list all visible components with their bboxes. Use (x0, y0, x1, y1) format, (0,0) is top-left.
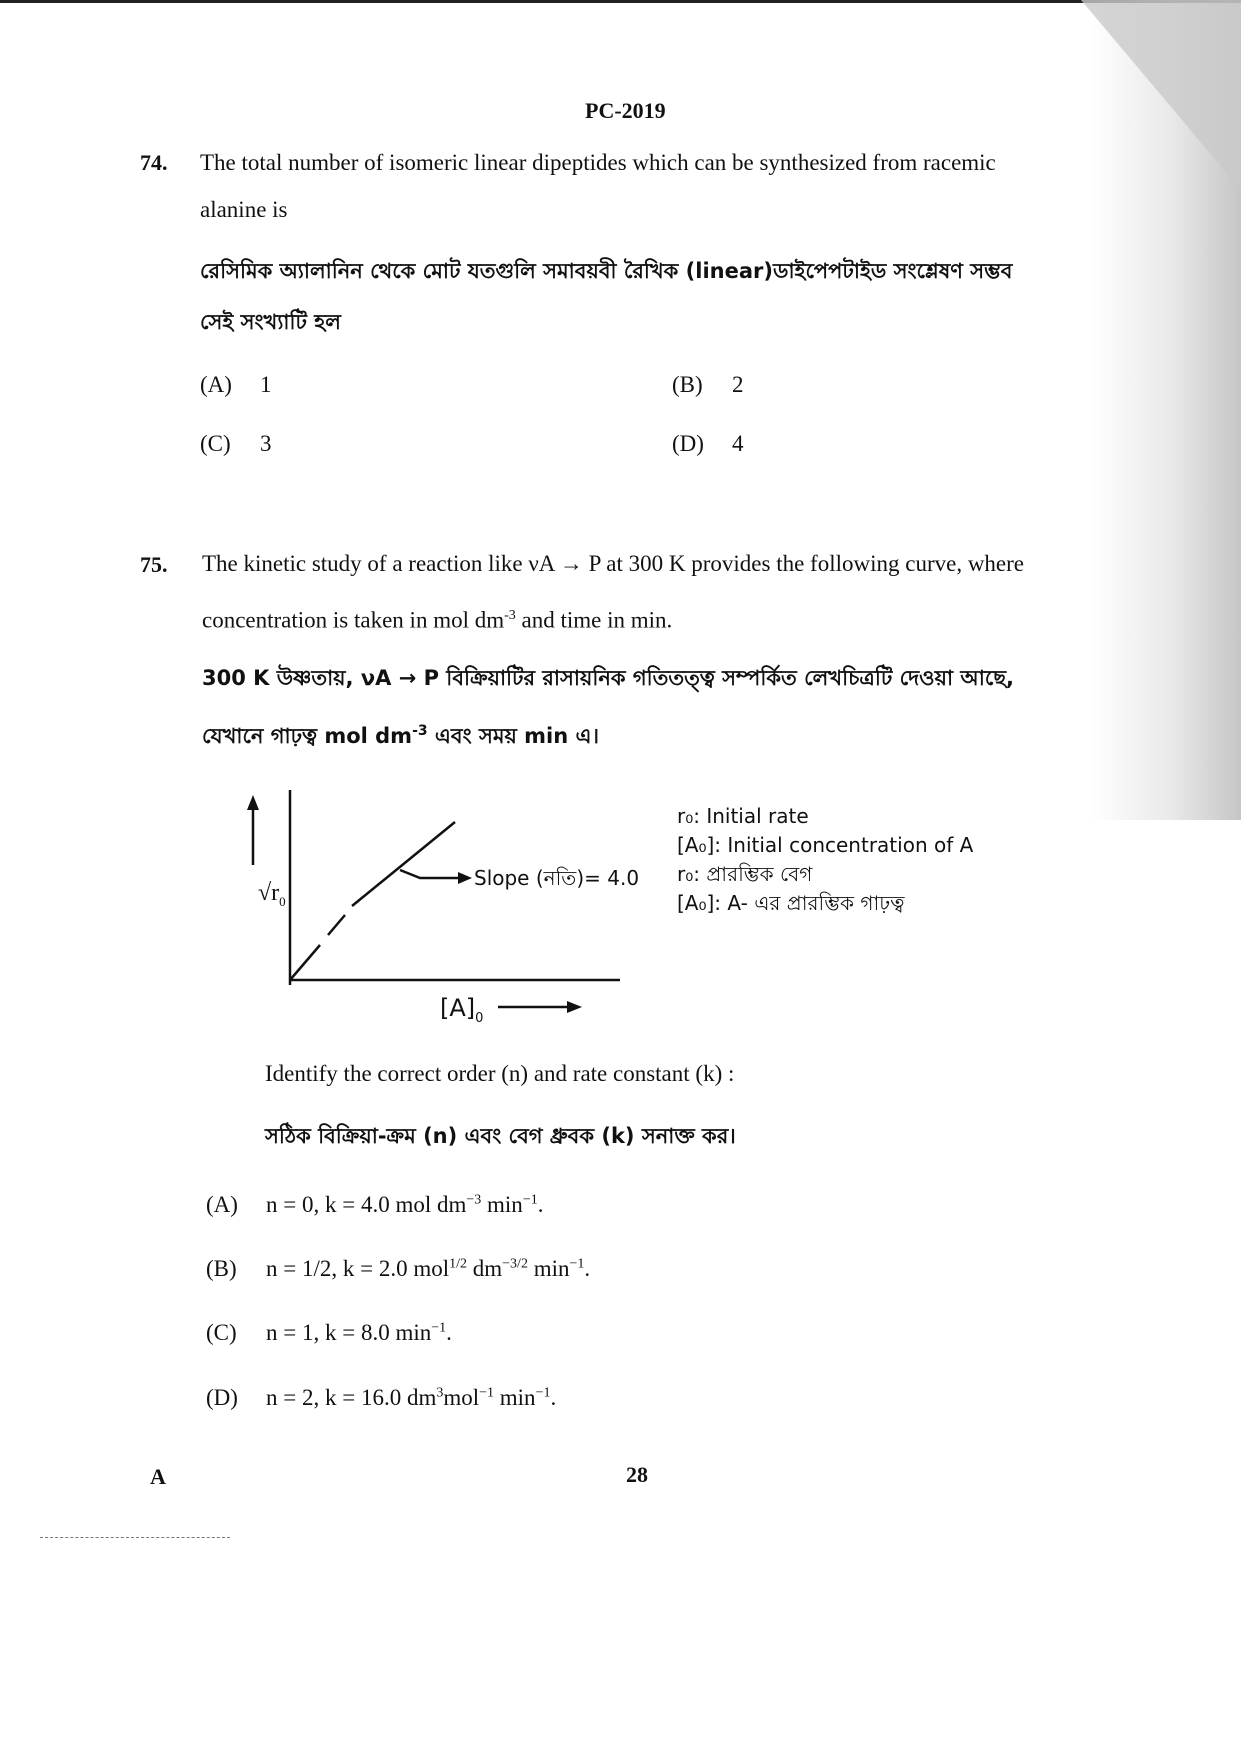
option-value: 4 (732, 431, 744, 456)
q75-identify-bn: সঠিক বিক্রিয়া-ক্রম (n) এবং বেগ ধ্রুবক (k) সনাক্ত কর। (265, 1124, 736, 1148)
x-arrow-head (567, 1001, 582, 1013)
q75-identify-en: Identify the correct order (n) and rate constant (k) : (265, 1061, 735, 1086)
option-label: (B) (672, 372, 703, 397)
q75-option-b[interactable]: (B) n = 1/2, k = 2.0 mol$^{1/2}$ $dm^{-3/2}$ $\min^{-1}$. (206, 1256, 591, 1281)
q74-option-c[interactable] (200, 431, 272, 457)
top-rule (0, 0, 1241, 3)
slope-label: Slope (নতি)= 4.0 (474, 866, 640, 890)
legend-line-3: r₀: প্রারম্ভিক বেগ (677, 862, 813, 886)
page-code: PC-2019 (585, 98, 666, 123)
q74-text-bn-1: রেসিমিক অ্যালানিন থেকে মোট যতগুলি সমাবয়বী রৈখিক (linear)ডাইপেপটাইড সংশ্লেষণ সম্ভব (200, 259, 1013, 283)
legend-line-4: [A₀]: A- এর প্রারম্ভিক গাঢ়ত্ব (677, 891, 905, 915)
legend-line-2: [A₀]: Initial concentration of A (677, 833, 974, 857)
option-value: 2 (732, 372, 744, 397)
q74-text-en-2: alanine is (200, 197, 288, 222)
y-axis-label: $√r_0$ (258, 880, 286, 909)
q74-number: 74. (140, 150, 168, 175)
option-label: (D) (672, 431, 704, 456)
line-segment-2 (328, 915, 345, 935)
option-label: (C) (206, 1320, 237, 1345)
q75-text-bn-2: যেখানে গাঢ়ত্ব mol $dm^{-3}$ এবং সময় min এ। (202, 723, 599, 748)
folded-corner (1081, 0, 1241, 190)
graph-legend (677, 802, 973, 918)
y-arrow-head (247, 795, 259, 810)
scan-dash-line (40, 1537, 230, 1538)
legend-line-1: r₀: Initial rate (677, 804, 809, 828)
slope-pointer-head (458, 872, 472, 884)
line-segment-1 (290, 945, 320, 980)
option-label: (D) (206, 1385, 238, 1410)
line-segment-3 (352, 822, 455, 906)
option-label: (A) (206, 1192, 238, 1217)
x-axis-label: $[A]_0$ (440, 994, 484, 1026)
option-value: 1 (260, 372, 272, 397)
q74-text-bn-2: সেই সংখ্যাটি হল (200, 310, 341, 334)
q75-text-bn-1: 300 K উষ্ণতায়, νA → P বিক্রিয়াটির রাসায়নিক গতিতত্ত্ব সম্পর্কিত লেখচিত্রটি দেওয়া আছে, (202, 666, 1015, 690)
q74-option-a[interactable] (200, 372, 272, 398)
q75-number: 75. (140, 552, 168, 577)
q75-option-d[interactable]: (D) n = 2, k = 16.0 $dm^3mol^{-1}$ $\min^{-1}$. (206, 1385, 557, 1410)
q75-option-c[interactable]: (C) n = 1, k = 8.0 $\min^{-1}$. (206, 1320, 452, 1345)
q75-text-en-1: The kinetic study of a reaction like νA → P at 300 K provides the following curve, where (202, 551, 1025, 576)
option-label: (C) (200, 431, 231, 456)
q74-option-b[interactable] (672, 372, 744, 398)
q75-text-en-2: concentration is taken in mol $dm^{-3}$ and time in min. (202, 607, 673, 633)
option-label: (A) (200, 372, 232, 397)
q75-option-a[interactable]: (A) n = 0, k = 4.0 mol $dm^{-3}$ $\min^{-1}$. (206, 1192, 544, 1217)
q74-option-d[interactable] (672, 431, 744, 457)
q74-text-en-1: The total number of isomeric linear dipeptides which can be synthesized from racemic (200, 150, 996, 175)
kinetics-graph (240, 780, 660, 1030)
option-value: 3 (260, 431, 272, 456)
slope-pointer (400, 870, 460, 878)
option-label: (B) (206, 1256, 237, 1281)
page-number: 28 (626, 1462, 648, 1487)
set-label: A (150, 1464, 166, 1489)
